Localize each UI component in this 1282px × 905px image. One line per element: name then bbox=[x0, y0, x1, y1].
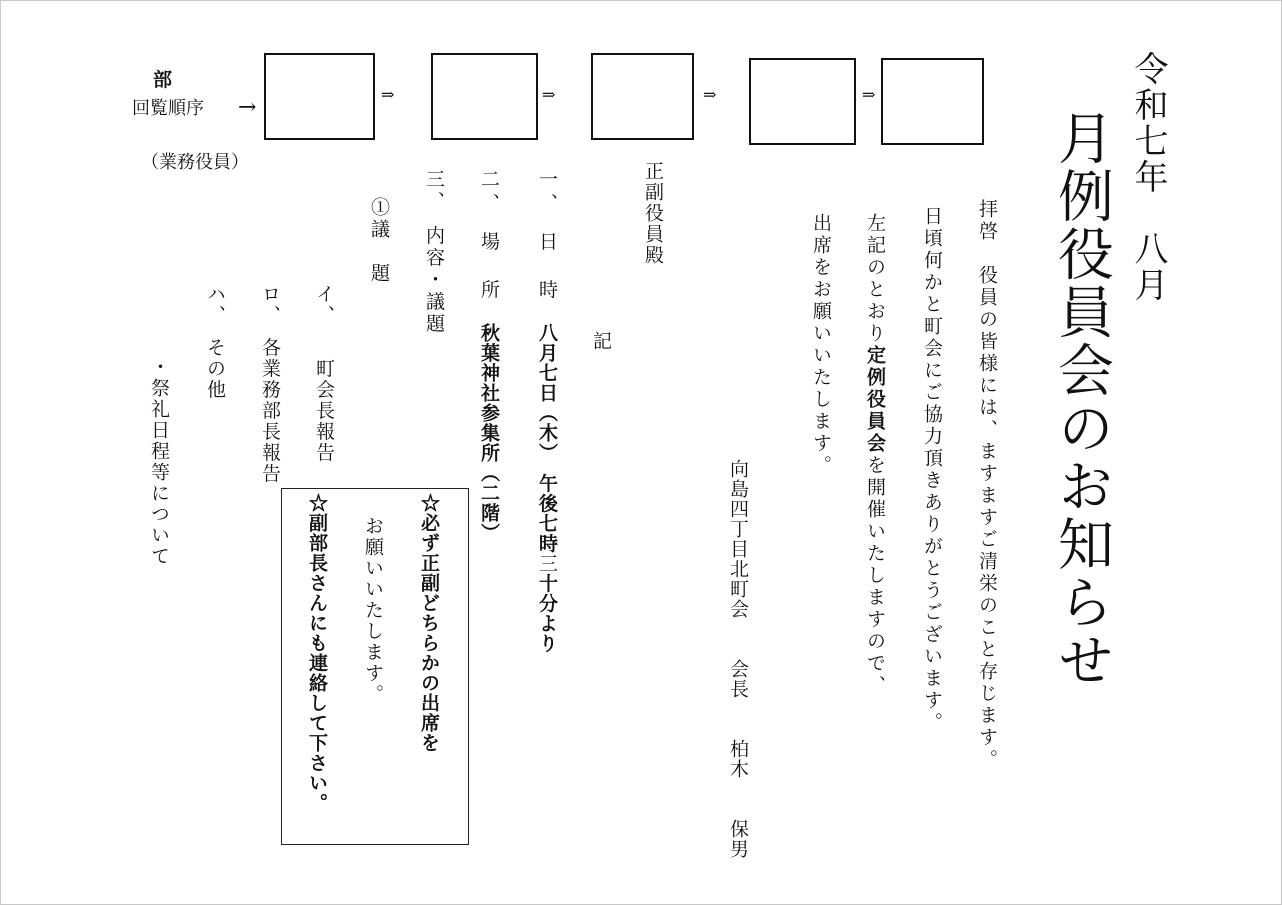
ki-marker: 記 bbox=[590, 331, 612, 350]
greeting-line-1: 拝啓 役員の皆様には、ますますご清栄のこと存じます。 bbox=[976, 199, 998, 771]
circulation-step-arrow: ⇒ bbox=[542, 85, 556, 104]
greeting-line-4: 出席をお願いいたします。 bbox=[810, 213, 832, 477]
notice-line-2: お願いいたします。 bbox=[362, 516, 384, 705]
agenda-item-i: イ、 町会長報告 bbox=[313, 284, 335, 464]
circulation-step-arrow: ⇒ bbox=[703, 85, 717, 104]
signature: 向島四丁目北町会 会長 柏木 保男 bbox=[727, 459, 749, 859]
meeting-time-pre: 午後七時 bbox=[536, 453, 558, 554]
agenda-bullet: ・祭礼日程等について bbox=[148, 357, 170, 567]
meeting-time-mid: 三 bbox=[536, 553, 558, 574]
meeting-date: 八月七日（木） bbox=[536, 323, 558, 454]
date-value bbox=[537, 323, 556, 654]
notice-line-1: ☆必ず正副どちらかの出席を bbox=[418, 493, 440, 753]
stamp-box bbox=[431, 53, 538, 140]
meeting-name: 定例役員会 bbox=[864, 345, 886, 455]
meeting-time-post: 十分より bbox=[536, 573, 558, 654]
notice-line-3: ☆副部長さんにも連絡して下さい。 bbox=[306, 493, 328, 813]
place-label: 二、 場 所 bbox=[478, 169, 500, 304]
greeting-line-2: 日頃何かと町会にご協力頂きありがとうございます。 bbox=[921, 206, 943, 734]
addressee: 正副役員殿 bbox=[642, 161, 664, 266]
place-value: 秋葉神社参集所（二階） bbox=[478, 323, 500, 543]
greeting-line-3 bbox=[865, 213, 884, 697]
date-label: 一、 日 時 bbox=[536, 169, 558, 304]
agenda-label: ①議 題 bbox=[368, 197, 390, 285]
issue-date: 令和七年 八月 bbox=[1128, 51, 1168, 303]
circulation-step-arrow: ⇒ bbox=[862, 85, 876, 104]
circulation-step-arrow: ⇒ bbox=[381, 85, 395, 104]
stamp-box bbox=[264, 53, 375, 140]
stamp-box bbox=[749, 58, 856, 145]
greeting-line-3-post: を開催いたしますので、 bbox=[864, 455, 886, 697]
circulation-dept: 部 bbox=[153, 69, 173, 91]
circulation-order-label: 回覧順序 bbox=[132, 98, 204, 119]
page-title: 月例役員会のお知らせ bbox=[1049, 109, 1114, 689]
circulation-role: （業務役員） bbox=[141, 152, 249, 173]
agenda-item-ha: ハ、 その他 bbox=[204, 284, 226, 401]
greeting-line-3-pre: 左記のとおり bbox=[864, 213, 886, 345]
stamp-box bbox=[881, 58, 984, 145]
stamp-box bbox=[591, 53, 694, 140]
agenda-item-ro: ロ、 各業務部長報告 bbox=[259, 284, 281, 485]
content-label: 三、 内容・議題 bbox=[423, 169, 445, 336]
circulation-start-arrow: → bbox=[238, 95, 257, 120]
